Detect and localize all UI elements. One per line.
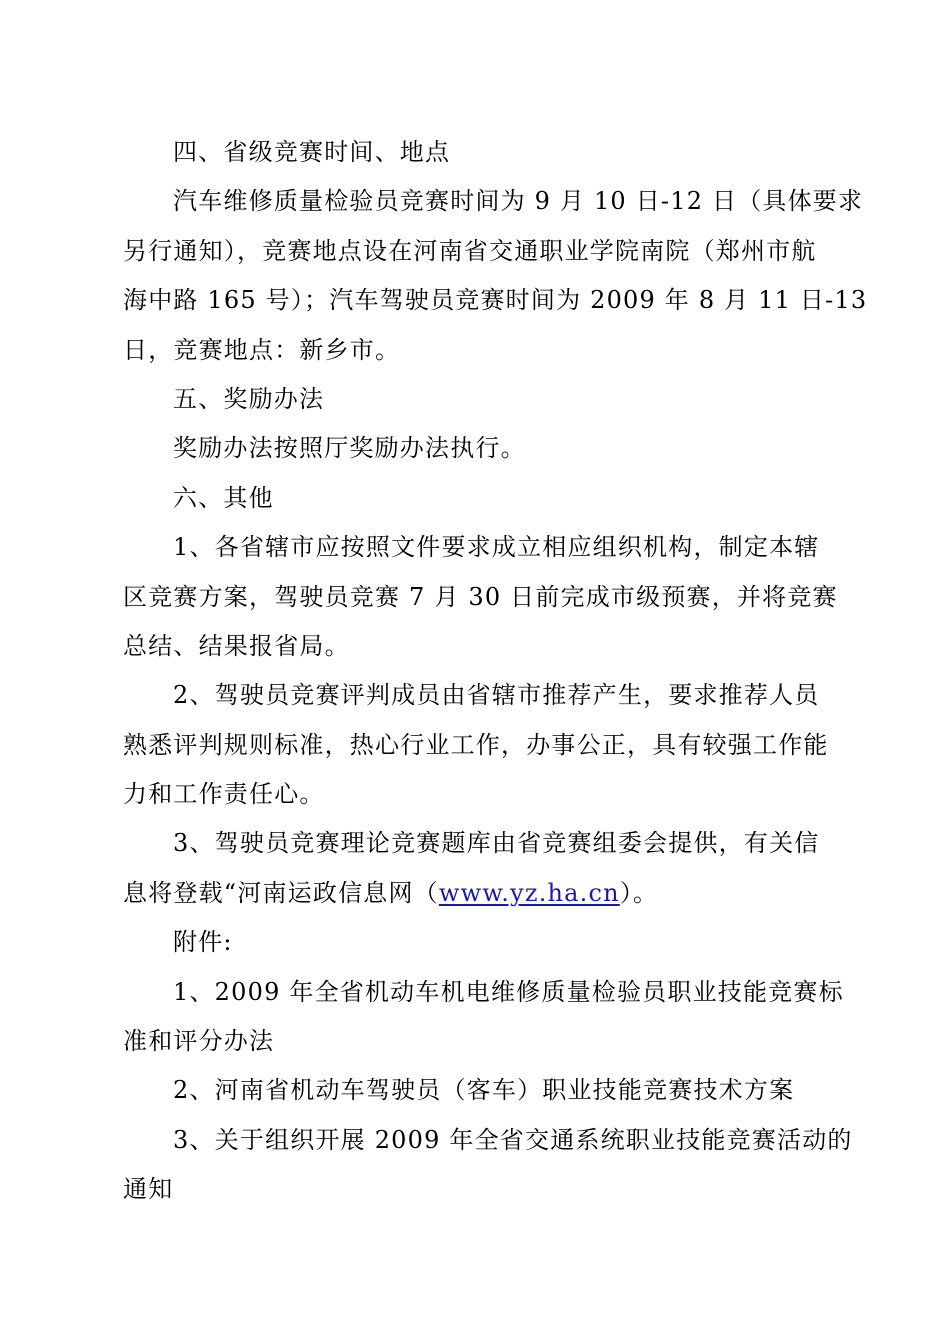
item-2-line: 力和工作责任心。: [123, 780, 325, 809]
attachment-3-line: 3、关于组织开展 2009 年全省交通系统职业技能竞赛活动的: [173, 1125, 853, 1154]
item-2-line: 2、驾驶员竞赛评判成员由省辖市推荐产生，要求推荐人员: [173, 681, 820, 710]
section-5-heading: 五、奖励办法: [173, 384, 325, 413]
item-1-line: 总结、结果报省局。: [123, 631, 350, 660]
section-4-paragraph-line: 日，竞赛地点：新乡市。: [123, 335, 401, 364]
section-5-paragraph: 奖励办法按照厅奖励办法执行。: [173, 434, 526, 463]
item-1-line: 区竞赛方案，驾驶员竞赛 7 月 30 日前完成市级预赛，并将竞赛: [123, 582, 838, 611]
section-4-paragraph-line: 汽车维修质量检验员竞赛时间为 9 月 10 日-12 日（具体要求: [173, 187, 864, 216]
section-4-heading: 四、省级竞赛时间、地点: [173, 138, 451, 166]
item-3-line: 3、驾驶员竞赛理论竞赛题库由省竞赛组委会提供，有关信: [173, 829, 820, 858]
attachment-1-line: 准和评分办法: [123, 1027, 275, 1056]
attachment-2-line: 2、河南省机动车驾驶员（客车）职业技能竞赛技术方案: [173, 1076, 795, 1105]
section-4-paragraph-line: 另行通知），竞赛地点设在河南省交通职业学院南院（郑州市航: [123, 236, 817, 265]
section-4-paragraph-line: 海中路 165 号）；汽车驾驶员竞赛时间为 2009 年 8 月 11 日-13: [123, 286, 868, 315]
document-body: [123, 128, 868, 1215]
website-link[interactable]: www.yz.ha.cn: [438, 878, 620, 907]
item-3-line: [123, 869, 828, 918]
item-1-line: 1、各省辖市应按照文件要求成立相应组织机构，制定本辖: [173, 533, 820, 562]
section-6-heading: 六、其他: [173, 483, 274, 512]
item-3-text-prefix: 息将登载“河南运政信息网（: [123, 878, 439, 907]
item-3-text-suffix: ）。: [619, 878, 659, 907]
attachment-1-line: 1、2009 年全省机动车机电维修质量检验员职业技能竞赛标: [173, 977, 844, 1006]
attachment-3-line: 通知: [123, 1175, 174, 1204]
attachments-heading: 附件:: [173, 928, 233, 957]
item-2-line: 熟悉评判规则标准，热心行业工作，办事公正，具有较强工作能: [123, 730, 829, 759]
